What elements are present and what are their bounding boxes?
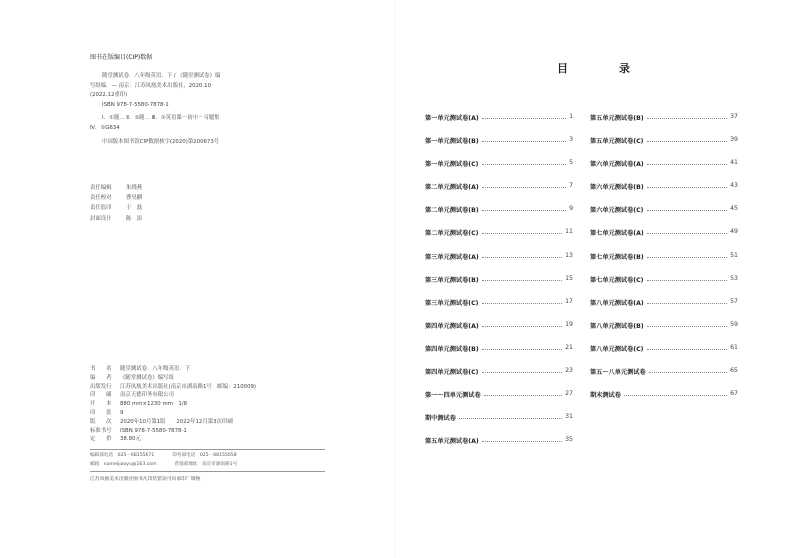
toc-item-label: 第四单元测试卷(A) — [425, 322, 479, 330]
toc-page-number: 5 — [569, 159, 573, 167]
toc-page-number: 31 — [565, 413, 573, 421]
toc-item-label: 第一单元测试卷(C) — [425, 161, 479, 169]
toc-page-number: 35 — [565, 436, 573, 444]
copyright-value: 880 mm×1230 mm 1/8 — [120, 401, 188, 408]
toc-item[interactable] — [425, 159, 573, 182]
toc-item[interactable] — [425, 413, 573, 436]
toc-item-label: 第八单元测试卷(A) — [590, 299, 644, 307]
copyright-row — [90, 418, 256, 427]
leader-dots — [647, 136, 728, 142]
toc-page-number: 53 — [730, 274, 738, 282]
leader-dots — [482, 113, 566, 119]
toc-page-number: 65 — [730, 367, 738, 375]
editor-label: 责任编辑 — [90, 185, 112, 191]
copyright-row — [90, 365, 256, 374]
toc-item[interactable] — [425, 275, 573, 298]
toc-item[interactable] — [425, 436, 573, 459]
toc-page-number: 39 — [730, 136, 738, 144]
leader-dots — [647, 275, 728, 281]
copyright-label: 开 本 — [90, 401, 112, 408]
toc-item[interactable] — [590, 228, 738, 251]
leader-dots — [647, 252, 727, 258]
toc-item-label: 期中测试卷 — [425, 415, 456, 423]
toc-item[interactable] — [590, 113, 738, 136]
leader-dots — [482, 228, 563, 234]
toc-item-label: 第四单元测试卷(C) — [425, 369, 479, 377]
toc-title: 目 录 — [557, 62, 650, 75]
toc-item-label: 第一～四单元测试卷 — [425, 392, 481, 400]
toc-page-number: 67 — [730, 390, 738, 398]
editor-row — [90, 214, 142, 224]
leader-dots — [482, 321, 562, 327]
toc-item[interactable] — [425, 252, 573, 275]
copyright-label: 印 张 — [90, 409, 112, 416]
leader-dots — [482, 367, 563, 373]
editor-value: 朱晓燕 — [126, 185, 143, 191]
copyright-row — [90, 427, 256, 436]
toc-item[interactable] — [425, 182, 573, 205]
leader-dots — [647, 344, 728, 350]
leader-dots — [482, 344, 562, 350]
cip-line: 随堂测试卷．八年级英语．下 / 《随堂测试卷》编 — [102, 73, 221, 79]
toc-column-1 — [425, 113, 573, 459]
toc-item-label: 第三单元测试卷(A) — [425, 253, 479, 261]
leader-dots — [647, 298, 727, 304]
toc-item-label: 第四单元测试卷(B) — [425, 345, 479, 353]
toc-page-number: 17 — [565, 297, 573, 305]
leader-dots — [482, 205, 566, 211]
leader-dots — [459, 413, 562, 419]
toc-item-label: 第八单元测试卷(B) — [590, 322, 644, 330]
divider-line — [90, 471, 325, 472]
toc-item-label: 第一单元测试卷(B) — [425, 138, 479, 146]
toc-page-number: 21 — [565, 343, 573, 351]
leader-dots — [482, 436, 562, 442]
toc-item-label: 第七单元测试卷(A) — [590, 230, 644, 238]
editor-row — [90, 183, 142, 193]
toc-item[interactable] — [590, 252, 738, 275]
copyright-row — [90, 374, 256, 383]
toc-item[interactable] — [425, 321, 573, 344]
cip-title: 图书在版编目(CIP)数据 — [90, 54, 153, 61]
leader-dots — [647, 159, 727, 165]
copyright-row — [90, 391, 256, 400]
toc-page-number: 37 — [730, 113, 738, 120]
editor-credits — [90, 183, 142, 224]
toc-item-label: 第六单元测试卷(B) — [590, 184, 644, 192]
editor-label: 责任校对 — [90, 195, 112, 202]
copyright-value: 江苏凤凰美术出版社(南京市湖南路1号 邮编：210009) — [120, 383, 257, 390]
email: 邮箱 nameijiaoyu@163.com — [90, 461, 157, 467]
copyright-label: 书 名 — [90, 366, 112, 372]
toc-page-number: 7 — [569, 182, 573, 190]
leader-dots — [482, 298, 563, 304]
copyright-info — [90, 365, 256, 444]
editor-value: 于 磊 — [126, 205, 143, 212]
toc-page-number: 51 — [730, 251, 738, 259]
toc-item[interactable] — [590, 275, 738, 298]
toc-item-label: 第一单元测试卷(A) — [425, 115, 479, 122]
toc-item[interactable] — [425, 344, 573, 367]
toc-item[interactable] — [425, 228, 573, 251]
cip-line: ISBN 978-7-5580-7878-1 — [102, 101, 169, 108]
copyright-label: 版 次 — [90, 418, 112, 425]
leader-dots — [482, 252, 562, 258]
copyright-label: 出版发行 — [90, 383, 112, 390]
editorial-phone: 编辑部电话 025－68155671 — [90, 453, 155, 458]
leader-dots — [647, 205, 728, 211]
editor-value: 陈 添 — [126, 215, 143, 222]
copyright-value: 38.80元 — [120, 436, 141, 443]
toc-item-label: 第五单元测试卷(C) — [590, 138, 644, 146]
copyright-label: 定 价 — [90, 436, 112, 443]
leader-dots — [624, 390, 727, 396]
divider-line — [90, 449, 325, 450]
copyright-label: 印 刷 — [90, 392, 112, 399]
toc-item[interactable] — [425, 205, 573, 228]
cip-record — [90, 72, 320, 147]
toc-item[interactable] — [425, 136, 573, 159]
toc-page-number: 49 — [730, 228, 738, 236]
contact-row — [90, 452, 237, 461]
leader-dots — [482, 182, 566, 188]
toc-item[interactable] — [425, 298, 573, 321]
toc-item-label: 第五～八单元测试卷 — [590, 369, 646, 377]
cip-line: Ⅰ．①随… Ⅱ．①随… Ⅲ．①英语课－初中－习题集 — [102, 115, 220, 122]
copyright-value: 南京天德印务有限公司 — [120, 392, 174, 399]
toc-item[interactable] — [590, 298, 738, 321]
copyright-value: 9 — [120, 409, 124, 416]
copyright-row — [90, 435, 256, 444]
copyright-label: 编 者 — [90, 374, 112, 381]
toc-item-label: 第三单元测试卷(C) — [425, 299, 479, 307]
copyright-row — [90, 383, 256, 392]
leader-dots — [647, 321, 727, 327]
copyright-row — [90, 400, 256, 409]
marketing-address: 营销部地址 南京市湖南路1号 — [174, 461, 238, 467]
toc-item[interactable] — [590, 344, 738, 367]
toc-item-label: 第六单元测试卷(C) — [590, 207, 644, 215]
toc-page-number: 59 — [730, 320, 738, 328]
toc-item-label: 第六单元测试卷(A) — [590, 161, 644, 169]
cip-line: 中国版本图书馆CIP数据核字(2020)第200673号 — [102, 138, 220, 145]
leader-dots — [649, 367, 727, 373]
toc-page-number: 41 — [730, 159, 738, 167]
toc-item[interactable] — [590, 205, 738, 228]
leader-dots — [647, 113, 727, 119]
copyright-row — [90, 409, 256, 418]
editor-label: 封面设计 — [90, 215, 112, 222]
toc-page-number: 23 — [565, 367, 573, 375]
toc-item-label: 第三单元测试卷(B) — [425, 276, 479, 284]
toc-item-label: 第七单元测试卷(B) — [590, 253, 644, 261]
toc-page-number: 3 — [569, 136, 573, 144]
toc-item-label: 第七单元测试卷(C) — [590, 276, 644, 284]
toc-item[interactable] — [590, 390, 738, 413]
editor-row — [90, 193, 142, 203]
toc-page-number: 1 — [569, 113, 573, 120]
toc-page-number: 9 — [569, 205, 573, 213]
toc-item[interactable] — [590, 321, 738, 344]
contact-info — [90, 452, 237, 469]
leader-dots — [647, 228, 727, 234]
toc-page-number: 15 — [565, 274, 573, 282]
editor-row — [90, 203, 142, 213]
toc-page-number: 57 — [730, 297, 738, 305]
toc-item[interactable] — [590, 159, 738, 182]
leader-dots — [482, 136, 566, 142]
leader-dots — [647, 182, 727, 188]
toc-column-2 — [590, 113, 738, 413]
toc-item-label: 第二单元测试卷(C) — [425, 230, 479, 238]
toc-item-label: 期末测试卷 — [590, 392, 621, 400]
leader-dots — [482, 159, 567, 165]
toc-page-number: 13 — [565, 251, 573, 259]
toc-item[interactable] — [590, 182, 738, 205]
toc-item-label: 第五单元测试卷(B) — [590, 115, 644, 122]
cip-line: Ⅳ．①G634 — [90, 124, 120, 131]
editor-value: 曹昊麒 — [126, 195, 143, 202]
toc-item-label: 第八单元测试卷(C) — [590, 345, 644, 353]
copyright-label: 标准书号 — [90, 427, 112, 434]
toc-item[interactable] — [425, 113, 573, 136]
copyright-value: 2020年10月第1版 2022年12月第3次印刷 — [120, 418, 233, 425]
toc-item[interactable] — [590, 136, 738, 159]
toc-page-number: 27 — [565, 390, 573, 398]
leader-dots — [484, 390, 562, 396]
toc-item[interactable] — [425, 367, 573, 390]
copyright-value: 《随堂测试卷》编写组 — [120, 374, 174, 381]
toc-page-number: 43 — [730, 182, 738, 190]
print-phone: 印务部电话 025－68155658 — [172, 453, 237, 458]
toc-item[interactable] — [425, 390, 573, 413]
cip-line: (2022.12重印) — [90, 92, 128, 99]
editor-label: 责任监印 — [90, 205, 112, 212]
cip-line: 写组编．— 南京：江苏凤凰美术出版社，2020.10 — [90, 82, 212, 89]
toc-item-label: 第二单元测试卷(B) — [425, 207, 479, 215]
toc-page-number: 11 — [565, 228, 573, 236]
copyright-value: ISBN 978-7-5580-7878-1 — [120, 427, 187, 434]
copyright-value: 随堂测试卷．八年级英语．下 — [120, 366, 191, 372]
toc-item-label: 第二单元测试卷(A) — [425, 184, 479, 192]
footer-note: 江苏凤凰美术出版社图书凡印装错误可向承印厂调换 — [90, 477, 201, 482]
toc-item-label: 第五单元测试卷(A) — [425, 438, 479, 446]
contact-row — [90, 461, 237, 470]
toc-page-number: 45 — [730, 205, 738, 213]
toc-page-number: 61 — [730, 343, 738, 351]
leader-dots — [482, 275, 562, 281]
toc-item[interactable] — [590, 367, 738, 390]
toc-page-number: 19 — [565, 320, 573, 328]
